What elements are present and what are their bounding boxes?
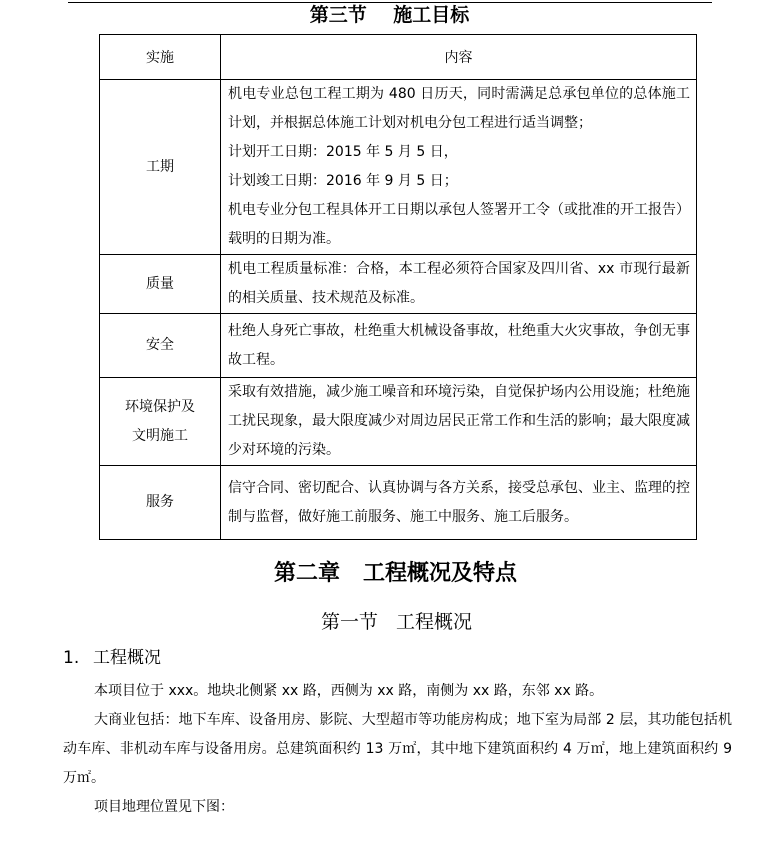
chapter-title: 第二章 工程概况及特点 (274, 561, 517, 586)
row-content-environment: 采取有效措施，减少施工噪音和环境污染，自觉保护场内公用设施；杜绝施工扰民现象，最大限度减少对周边居民正常工作和生活的影响；最大限度减少对环境的污染。 (221, 378, 697, 466)
schedule-line-start-date: 计划开工日期：2015 年 5 月 5 日， (228, 144, 458, 160)
table-row-schedule (100, 80, 697, 255)
row-content-service: 信守合同、密切配合、认真协调与各方关系，接受总承包、业主、监理的控制与监督，做好施工前服务、施工中服务、施工后服务。 (221, 466, 697, 540)
subsection-title: 第一节 工程概况 (320, 611, 473, 633)
schedule-line-duration: 机电专业总包工程工期为 480 日历天，同时需满足总承包单位的总体施工计划，并根据总体施工计划对机电分包工程进行适当调整； (228, 86, 690, 131)
overview-paragraph-location: 本项目位于 xxx。地块北侧紧 xx 路，西侧为 xx 路，南侧为 xx 路，东邻 xx 路。 (94, 683, 604, 699)
section-title: 第三节 施工目标 (309, 4, 470, 26)
table-row-safety (100, 314, 697, 378)
row-label-service: 服务 (100, 466, 221, 540)
row-content-quality: 机电工程质量标准：合格，本工程必须符合国家及四川省、xx 市现行最新的相关质量、技术规范及标准。 (221, 255, 697, 314)
row-label-environment-line2: 文明施工 (132, 427, 188, 444)
row-label-environment-line1: 环境保护及 (125, 398, 195, 415)
table-row-quality (100, 255, 697, 314)
construction-goals-table (99, 34, 697, 540)
schedule-line-end-date: 计划竣工日期：2016 年 9 月 5 日； (228, 173, 458, 189)
row-label-safety: 安全 (100, 314, 221, 378)
row-label-schedule: 工期 (100, 80, 221, 255)
overview-paragraph-map-reference: 项目地理位置见下图： (94, 799, 234, 815)
table-row-environment (100, 378, 697, 466)
overview-paragraph-composition: 大商业包括：地下车库、设备用房、影院、大型超市等功能房构成；地下室为局部 2 层，其功能包括机动车库、非机动车库与设备用房。总建筑面积约 13 万㎡，其中地下建筑面积约 4 万㎡，地上建筑面积约 9 万㎡。 (63, 712, 732, 786)
overview-heading-text: 工程概况 (93, 648, 161, 668)
row-label-environment (100, 378, 221, 466)
table-header-row (100, 35, 697, 80)
overview-heading (63, 645, 161, 671)
row-label-quality: 质量 (100, 255, 221, 314)
table-row-service (100, 466, 697, 540)
header-implementation: 实施 (100, 35, 221, 80)
row-content-schedule (221, 80, 697, 255)
row-content-safety: 杜绝人身死亡事故，杜绝重大机械设备事故，杜绝重大火灾事故，争创无事故工程。 (221, 314, 697, 378)
header-content: 内容 (221, 35, 697, 80)
overview-heading-number: 1. (63, 648, 80, 668)
schedule-line-start-basis: 机电专业分包工程具体开工日期以承包人签署开工令（或批准的开工报告）载明的日期为准。 (228, 202, 690, 247)
